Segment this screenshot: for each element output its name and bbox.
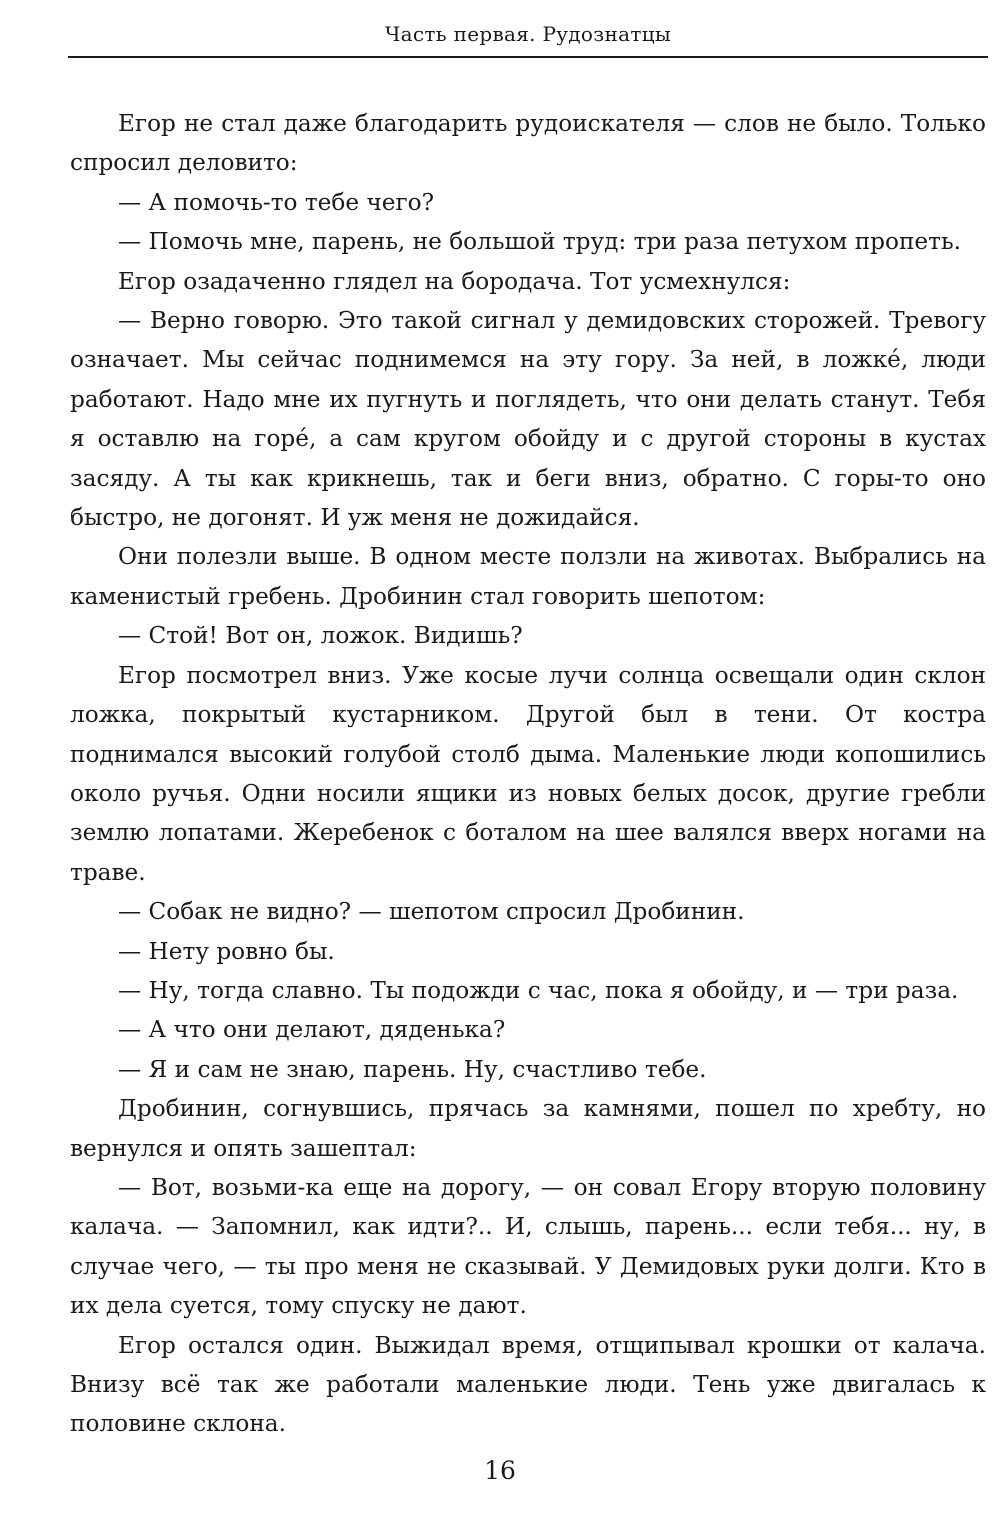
running-header: Часть первая. Рудознатцы xyxy=(384,22,672,46)
paragraph: — Нету ровно бы. xyxy=(118,937,335,965)
paragraph: — А что они делают, дяденька? xyxy=(118,1016,506,1044)
paragraph: Они полезли выше. В одном месте ползли на животах. Выбрались на каменистый гребень. Дробинин стал говорить шепотом: xyxy=(70,543,986,610)
page-number: 16 xyxy=(484,1456,516,1485)
paragraph: — Верно говорю. Это такой сигнал у демидовских сторожей. Тревогу означает. Мы сейчас поднимемся на эту гору. За ней, в ложке́, люди работают. Надо мне их пугнуть и поглядеть, что они делать станут. Тебя я оставлю на горе́, а сам кругом обойду и с другой стороны в кустах засяду. А ты как крикнешь, так и беги вниз, обратно. С горы-то оно быстро, не догонят. И уж меня не дожидайся. xyxy=(70,307,986,532)
paragraph: — Помочь мне, парень, не большой труд: три раза петухом пропеть. xyxy=(118,228,961,256)
paragraph: — А помочь-то тебе чего? xyxy=(118,188,435,216)
paragraph: Егор остался один. Выжидал время, отщипывал крошки от калача. Внизу всё так же работали маленькие люди. Тень уже двигалась к половине склона. xyxy=(70,1331,986,1438)
paragraph: — Вот, возьми-ка еще на дорогу, — он совал Егору вторую половину калача. — Запомнил, как идти?.. И, слышь, парень... если тебя... ну, в случае чего, — ты про меня не сказывай. У Демидовых руки долги. Кто в их дела суется, тому спуску не дают. xyxy=(70,1173,986,1320)
paragraph: — Я и сам не знаю, парень. Ну, счастливо тебе. xyxy=(118,1055,707,1083)
paragraph: Егор не стал даже благодарить рудоискателя — слов не было. Только спросил деловито: xyxy=(70,110,986,177)
paragraph: — Ну, тогда славно. Ты подожди с час, пока я обойду, и — три раза. xyxy=(118,976,959,1004)
body-text xyxy=(70,104,986,1444)
paragraph: Егор озадаченно глядел на бородача. Тот усмехнулся: xyxy=(118,267,791,295)
paragraph: Егор посмотрел вниз. Уже косые лучи солнца освещали один склон ложка, покрытый кустарником. Другой был в тени. От костра поднимался высокий голубой столб дыма. Маленькие люди копошились около ручья. Одни носили ящики из новых белых досок, другие гребли землю лопатами. Жеребенок с боталом на шее валялся вверх ногами на траве. xyxy=(70,661,986,886)
paragraph: Дробинин, согнувшись, прячась за камнями, пошел по хребту, но вернулся и опять зашептал: xyxy=(70,1095,986,1162)
header-rule xyxy=(68,56,988,58)
paragraph: — Собак не видно? — шепотом спросил Дробинин. xyxy=(118,898,745,926)
paragraph: — Стой! Вот он, ложок. Видишь? xyxy=(118,622,523,650)
